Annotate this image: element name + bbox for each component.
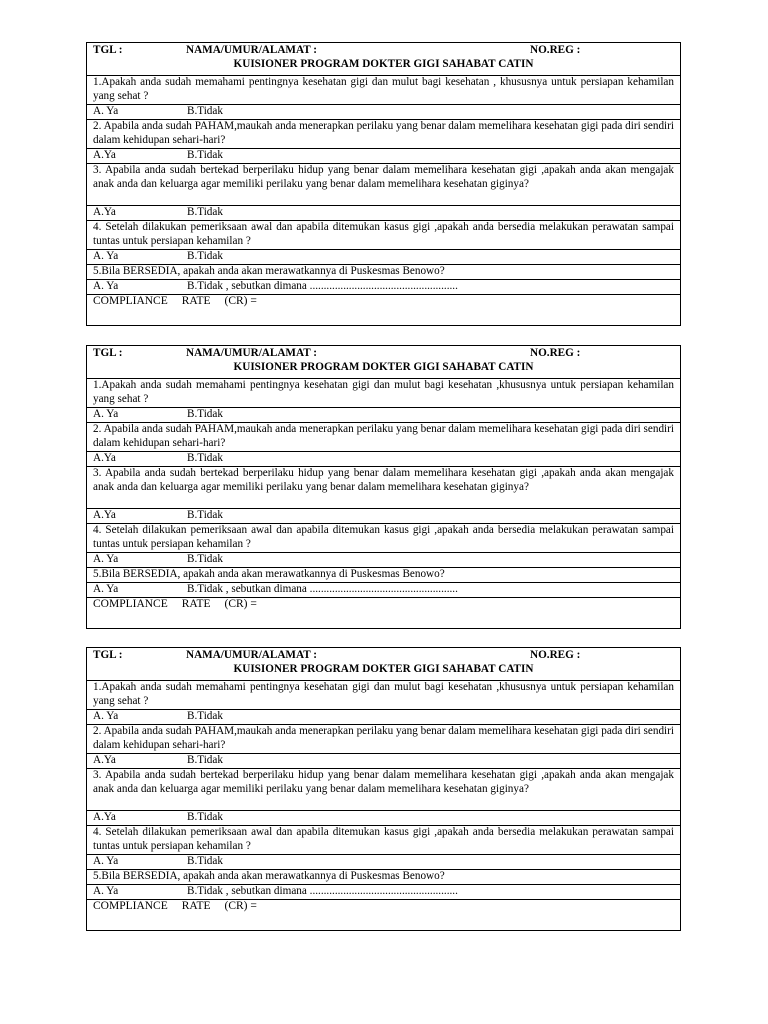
question-5: 5.Bila BERSEDIA, apakah anda akan merawatkannya di Puskesmas Benowo? xyxy=(87,870,680,885)
questionnaire-form-1 xyxy=(86,42,681,326)
answer-option-a[interactable]: A. Ya xyxy=(93,280,119,292)
answer-row-2 xyxy=(87,452,680,467)
form-title: KUISIONER PROGRAM DOKTER GIGI SAHABAT CATIN xyxy=(233,361,534,373)
question-1: 1.Apakah anda sudah memahami pentingnya kesehatan gigi dan mulut bagi kesehatan , khususnya untuk persiapan kehamilan yang sehat ? xyxy=(87,76,680,105)
answer-option-a[interactable]: A.Ya xyxy=(93,754,116,766)
answer-option-b[interactable]: B.Tidak xyxy=(187,250,223,262)
tgl-label: TGL : xyxy=(93,649,123,661)
answer-option-b[interactable]: B.Tidak xyxy=(187,553,223,565)
answer-option-a[interactable]: A. Ya xyxy=(93,583,119,595)
rate-label: RATE xyxy=(181,900,211,912)
no-reg-label: NO.REG : xyxy=(530,649,581,661)
tgl-label: TGL : xyxy=(93,347,123,359)
compliance-rate-row xyxy=(87,295,680,325)
answer-option-b[interactable]: B.Tidak , sebutkan dimana ..................................................... xyxy=(187,885,458,897)
answer-option-a[interactable]: A.Ya xyxy=(93,149,116,161)
answer-option-a[interactable]: A.Ya xyxy=(93,509,116,521)
answer-option-b[interactable]: B.Tidak xyxy=(187,509,223,521)
answer-row-2 xyxy=(87,754,680,769)
compliance-label: COMPLIANCE xyxy=(93,295,168,307)
answer-option-b[interactable]: B.Tidak , sebutkan dimana ..................................................... xyxy=(187,280,458,292)
answer-option-a[interactable]: A.Ya xyxy=(93,206,116,218)
question-4: 4. Setelah dilakukan pemeriksaan awal dan apabila ditemukan kasus gigi ,apakah anda bersedia melakukan perawatan sampai tuntas untuk persiapan kehamilan ? xyxy=(87,826,680,855)
question-1: 1.Apakah anda sudah memahami pentingnya kesehatan gigi dan mulut bagi kesehatan ,khususnya untuk persiapan kehamilan yang sehat ? xyxy=(87,379,680,408)
question-1: 1.Apakah anda sudah memahami pentingnya kesehatan gigi dan mulut bagi kesehatan ,khususnya untuk persiapan kehamilan yang sehat ? xyxy=(87,681,680,710)
answer-row-3 xyxy=(87,206,680,221)
compliance-rate-row xyxy=(87,900,680,930)
cr-label: (CR) = xyxy=(224,295,257,307)
answer-row-3 xyxy=(87,811,680,826)
cr-label: (CR) = xyxy=(224,900,257,912)
compliance-label: COMPLIANCE xyxy=(93,598,168,610)
answer-option-a[interactable]: A. Ya xyxy=(93,855,119,867)
form-header xyxy=(87,648,680,681)
question-3: 3. Apabila anda sudah bertekad berperilaku hidup yang benar dalam memelihara kesehatan gigi ,apakah anda akan mengajak anak anda dan keluarga agar memiliki perilaku yang benar dalam memelihara kesehatan giginya? xyxy=(87,467,680,509)
answer-option-a[interactable]: A. Ya xyxy=(93,408,119,420)
form-header xyxy=(87,346,680,379)
answer-row-5 xyxy=(87,280,680,295)
answer-option-a[interactable]: A.Ya xyxy=(93,811,116,823)
answer-option-b[interactable]: B.Tidak xyxy=(187,811,223,823)
question-2: 2. Apabila anda sudah PAHAM,maukah anda menerapkan perilaku yang benar dalam memelihara kesehatan gigi pada diri sendiri dalam kehidupan sehari-hari? xyxy=(87,120,680,149)
question-5: 5.Bila BERSEDIA, apakah anda akan merawatkannya di Puskesmas Benowo? xyxy=(87,568,680,583)
answer-option-b[interactable]: B.Tidak , sebutkan dimana ..................................................... xyxy=(187,583,458,595)
answer-row-4 xyxy=(87,553,680,568)
no-reg-label: NO.REG : xyxy=(530,44,581,56)
answer-row-5 xyxy=(87,583,680,598)
answer-option-a[interactable]: A. Ya xyxy=(93,710,119,722)
question-5: 5.Bila BERSEDIA, apakah anda akan merawatkannya di Puskesmas Benowo? xyxy=(87,265,680,280)
answer-option-b[interactable]: B.Tidak xyxy=(187,710,223,722)
cr-label: (CR) = xyxy=(224,598,257,610)
answer-row-1 xyxy=(87,710,680,725)
answer-row-3 xyxy=(87,509,680,524)
answer-row-5 xyxy=(87,885,680,900)
answer-row-2 xyxy=(87,149,680,164)
question-4: 4. Setelah dilakukan pemeriksaan awal dan apabila ditemukan kasus gigi ,apakah anda bersedia melakukan perawatan sampai tuntas untuk persiapan kehamilan ? xyxy=(87,221,680,250)
no-reg-label: NO.REG : xyxy=(530,347,581,359)
compliance-label: COMPLIANCE xyxy=(93,900,168,912)
answer-row-4 xyxy=(87,250,680,265)
nama-umur-alamat-label: NAMA/UMUR/ALAMAT : xyxy=(186,347,318,359)
form-title: KUISIONER PROGRAM DOKTER GIGI SAHABAT CATIN xyxy=(233,58,534,70)
answer-option-a[interactable]: A. Ya xyxy=(93,250,119,262)
answer-row-1 xyxy=(87,105,680,120)
form-header xyxy=(87,43,680,76)
answer-row-4 xyxy=(87,855,680,870)
answer-option-a[interactable]: A. Ya xyxy=(93,553,119,565)
nama-umur-alamat-label: NAMA/UMUR/ALAMAT : xyxy=(186,44,318,56)
answer-option-b[interactable]: B.Tidak xyxy=(187,754,223,766)
rate-label: RATE xyxy=(181,598,211,610)
answer-option-b[interactable]: B.Tidak xyxy=(187,408,223,420)
answer-option-a[interactable]: A. Ya xyxy=(93,885,119,897)
answer-option-b[interactable]: B.Tidak xyxy=(187,206,223,218)
tgl-label: TGL : xyxy=(93,44,123,56)
question-2: 2. Apabila anda sudah PAHAM,maukah anda menerapkan perilaku yang benar dalam memelihara kesehatan gigi pada diri sendiri dalam kehidupan sehari-hari? xyxy=(87,423,680,452)
question-2: 2. Apabila anda sudah PAHAM,maukah anda menerapkan perilaku yang benar dalam memelihara kesehatan gigi pada diri sendiri dalam kehidupan sehari-hari? xyxy=(87,725,680,754)
answer-option-a[interactable]: A. Ya xyxy=(93,105,119,117)
rate-label: RATE xyxy=(181,295,211,307)
questionnaire-form-3 xyxy=(86,647,681,931)
answer-option-b[interactable]: B.Tidak xyxy=(187,452,223,464)
question-3: 3. Apabila anda sudah bertekad berperilaku hidup yang benar dalam memelihara kesehatan gigi ,apakah anda akan mengajak anak anda dan keluarga agar memiliki perilaku yang benar dalam memelihara kesehatan giginya? xyxy=(87,164,680,206)
answer-row-1 xyxy=(87,408,680,423)
nama-umur-alamat-label: NAMA/UMUR/ALAMAT : xyxy=(186,649,318,661)
form-title: KUISIONER PROGRAM DOKTER GIGI SAHABAT CATIN xyxy=(233,663,534,675)
questionnaire-form-2 xyxy=(86,345,681,629)
answer-option-b[interactable]: B.Tidak xyxy=(187,105,223,117)
question-4: 4. Setelah dilakukan pemeriksaan awal dan apabila ditemukan kasus gigi ,apakah anda bersedia melakukan perawatan sampai tuntas untuk persiapan kehamilan ? xyxy=(87,524,680,553)
answer-option-b[interactable]: B.Tidak xyxy=(187,855,223,867)
answer-option-a[interactable]: A.Ya xyxy=(93,452,116,464)
compliance-rate-row xyxy=(87,598,680,628)
question-3: 3. Apabila anda sudah bertekad berperilaku hidup yang benar dalam memelihara kesehatan gigi ,apakah anda akan mengajak anak anda dan keluarga agar memiliki perilaku yang benar dalam memelihara kesehatan giginya? xyxy=(87,769,680,811)
answer-option-b[interactable]: B.Tidak xyxy=(187,149,223,161)
